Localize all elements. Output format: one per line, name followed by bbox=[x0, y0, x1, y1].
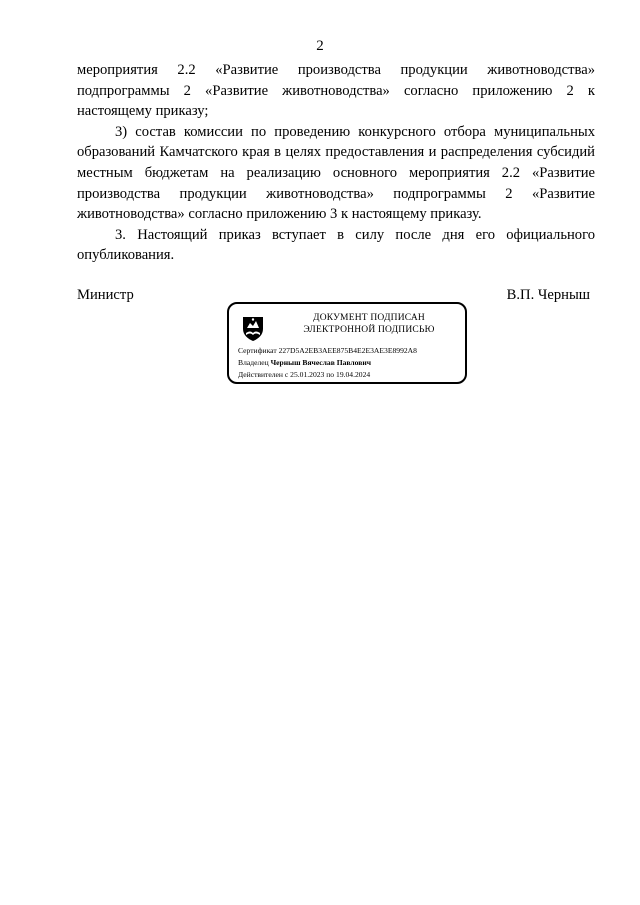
kamchatka-coat-of-arms-icon bbox=[239, 314, 267, 342]
certificate-label: Сертификат bbox=[238, 346, 277, 355]
paragraph-continuation: мероприятия 2.2 «Развитие производства продукции животноводства» подпрограммы 2 «Развитие животноводства» согласно приложению 2 к настоящему приказу; bbox=[77, 62, 595, 120]
stamp-title-line-2: ЭЛЕКТРОННОЙ ПОДПИСЬЮ bbox=[303, 325, 435, 335]
valid-label: Действителен bbox=[238, 370, 283, 379]
signatory-name: В.П. Черныш bbox=[506, 287, 590, 303]
valid-from-prefix: с bbox=[284, 370, 289, 379]
signatory-position: Министр bbox=[77, 287, 134, 303]
owner-name: Черныш Вячеслав Павлович bbox=[270, 358, 372, 367]
stamp-title-line-1: ДОКУМЕНТ ПОДПИСАН bbox=[313, 313, 425, 323]
stamp-validity-row bbox=[238, 370, 370, 380]
stamp-certificate-row bbox=[238, 346, 417, 356]
electronic-signature-stamp bbox=[227, 302, 467, 384]
paragraph-commission: 3) состав комиссии по проведению конкурсного отбора муниципальных образований Камчатского края в целях предоставления и распределения субсидий местным бюджетам на реализацию основного мероприятия 2.2 «Развитие производства продукции животноводства» подпрограммы 2 «Развитие животноводства» согласно приложению 3 к настоящему приказу. bbox=[77, 123, 595, 223]
owner-label: Владелец bbox=[238, 358, 269, 367]
certificate-number: 227D5A2EB3AEE875B4E2E3AE3E8992A8 bbox=[278, 346, 417, 355]
valid-to-date: 19.04.2024 bbox=[336, 370, 371, 379]
paragraph-entry-into-force: 3. Настоящий приказ вступает в силу после дня его официального опубликования. bbox=[77, 226, 595, 264]
page-number: 2 bbox=[316, 38, 324, 54]
valid-to-prefix: по bbox=[326, 370, 335, 379]
document-body bbox=[77, 60, 595, 266]
stamp-owner-row bbox=[238, 358, 371, 368]
valid-from-date: 25.01.2023 bbox=[290, 370, 325, 379]
stamp-title bbox=[279, 312, 459, 336]
